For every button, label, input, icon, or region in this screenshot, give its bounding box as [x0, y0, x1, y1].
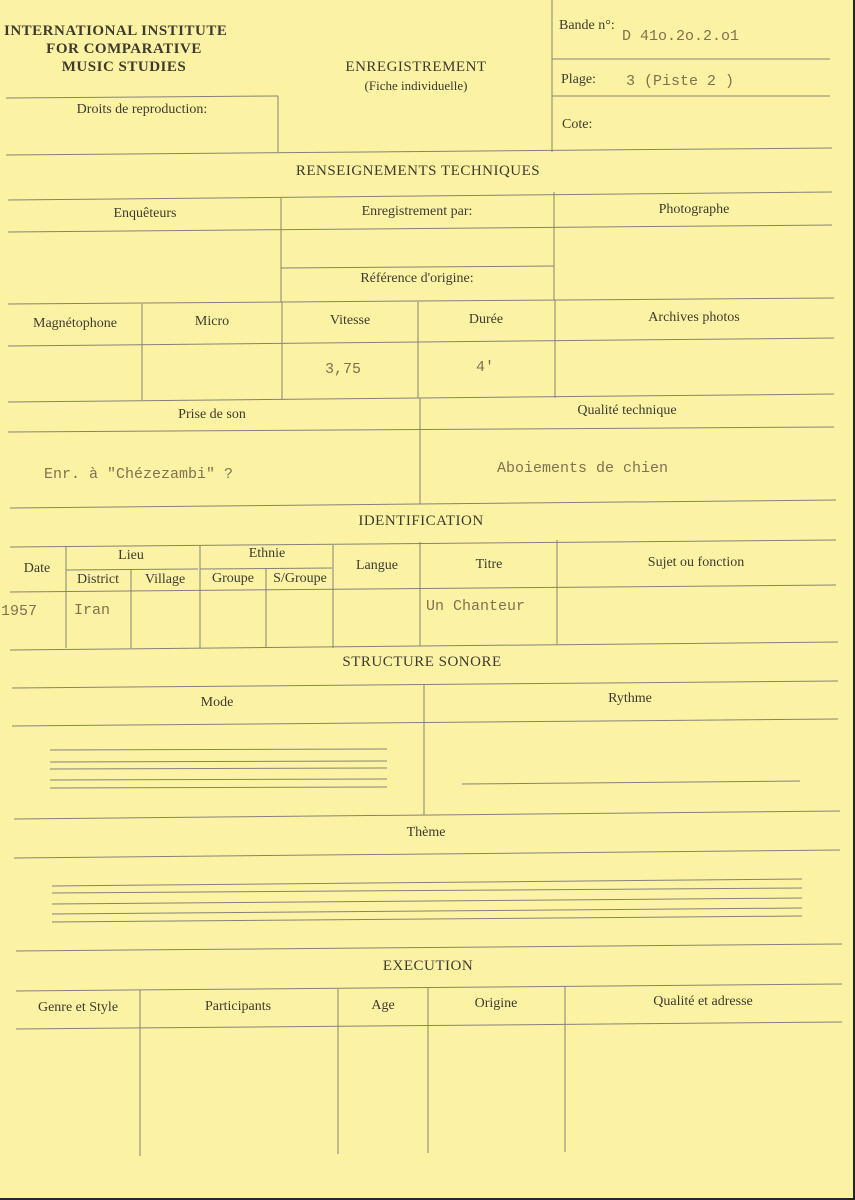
form-subtitle: (Fiche individuelle): [364, 78, 468, 93]
rights-label: Droits de reproduction:: [76, 102, 208, 117]
date-value: 1957: [1, 603, 38, 620]
age-label: Age: [371, 998, 395, 1013]
vitesse-label: Vitesse: [329, 313, 371, 328]
participants-label: Participants: [204, 999, 272, 1014]
plage-label: Plage:: [561, 72, 596, 87]
sujet-label: Sujet ou fonction: [647, 555, 745, 570]
theme-label: Thème: [406, 825, 446, 840]
archives-photos-label: Archives photos: [648, 310, 740, 325]
district-label: District: [77, 572, 119, 587]
titre-value: Un Chanteur: [426, 598, 526, 615]
vitesse-value: 3,75: [324, 361, 362, 378]
langue-label: Langue: [356, 558, 398, 573]
qualite-adresse-label: Qualité et adresse: [653, 994, 753, 1009]
mode-label: Mode: [200, 695, 234, 710]
district-value: Iran: [74, 602, 111, 619]
sgroupe-label: S/Groupe: [273, 571, 327, 586]
origine-label: Origine: [474, 996, 518, 1011]
reference-label: Référence d'origine:: [360, 271, 474, 286]
structure-heading: STRUCTURE SONORE: [342, 654, 502, 670]
prise-de-son-value: Enr. à "Chézezambi" ?: [44, 466, 234, 483]
bande-value: D 41o.2o.2.o1: [622, 28, 740, 45]
enqueteurs-label: Enquêteurs: [113, 206, 177, 221]
titre-label: Titre: [475, 557, 503, 572]
genre-style-label: Genre et Style: [37, 1000, 119, 1015]
identification-heading: IDENTIFICATION: [358, 513, 484, 529]
execution-heading: EXECUTION: [382, 958, 474, 974]
enregistrement-par-label: Enregistrement par:: [361, 204, 473, 219]
micro-label: Micro: [194, 314, 230, 329]
institute-line-3: MUSIC STUDIES: [61, 59, 187, 75]
cote-label: Cote:: [562, 117, 593, 132]
duree-value: 4': [475, 359, 495, 376]
magnetophone-label: Magnétophone: [33, 316, 117, 331]
institute-line-1: INTERNATIONAL INSTITUTE: [4, 23, 228, 39]
qualite-technique-label: Qualité technique: [577, 403, 677, 418]
prise-de-son-label: Prise de son: [178, 407, 246, 422]
plage-value: 3 (Piste 2 ): [626, 73, 735, 90]
bande-label: Bande n°:: [559, 18, 615, 33]
village-label: Village: [144, 572, 186, 587]
photographe-label: Photographe: [658, 202, 730, 217]
rythme-label: Rythme: [608, 691, 652, 706]
form-title: ENREGISTREMENT: [345, 59, 487, 75]
groupe-label: Groupe: [212, 571, 254, 586]
duree-label: Durée: [468, 312, 504, 327]
lieu-label: Lieu: [118, 548, 144, 563]
qualite-technique-value: Aboiements de chien: [497, 460, 669, 477]
ethnie-label: Ethnie: [248, 546, 286, 561]
technical-heading: RENSEIGNEMENTS TECHNIQUES: [295, 163, 541, 179]
institute-line-2: FOR COMPARATIVE: [46, 41, 202, 57]
date-label: Date: [23, 561, 51, 576]
